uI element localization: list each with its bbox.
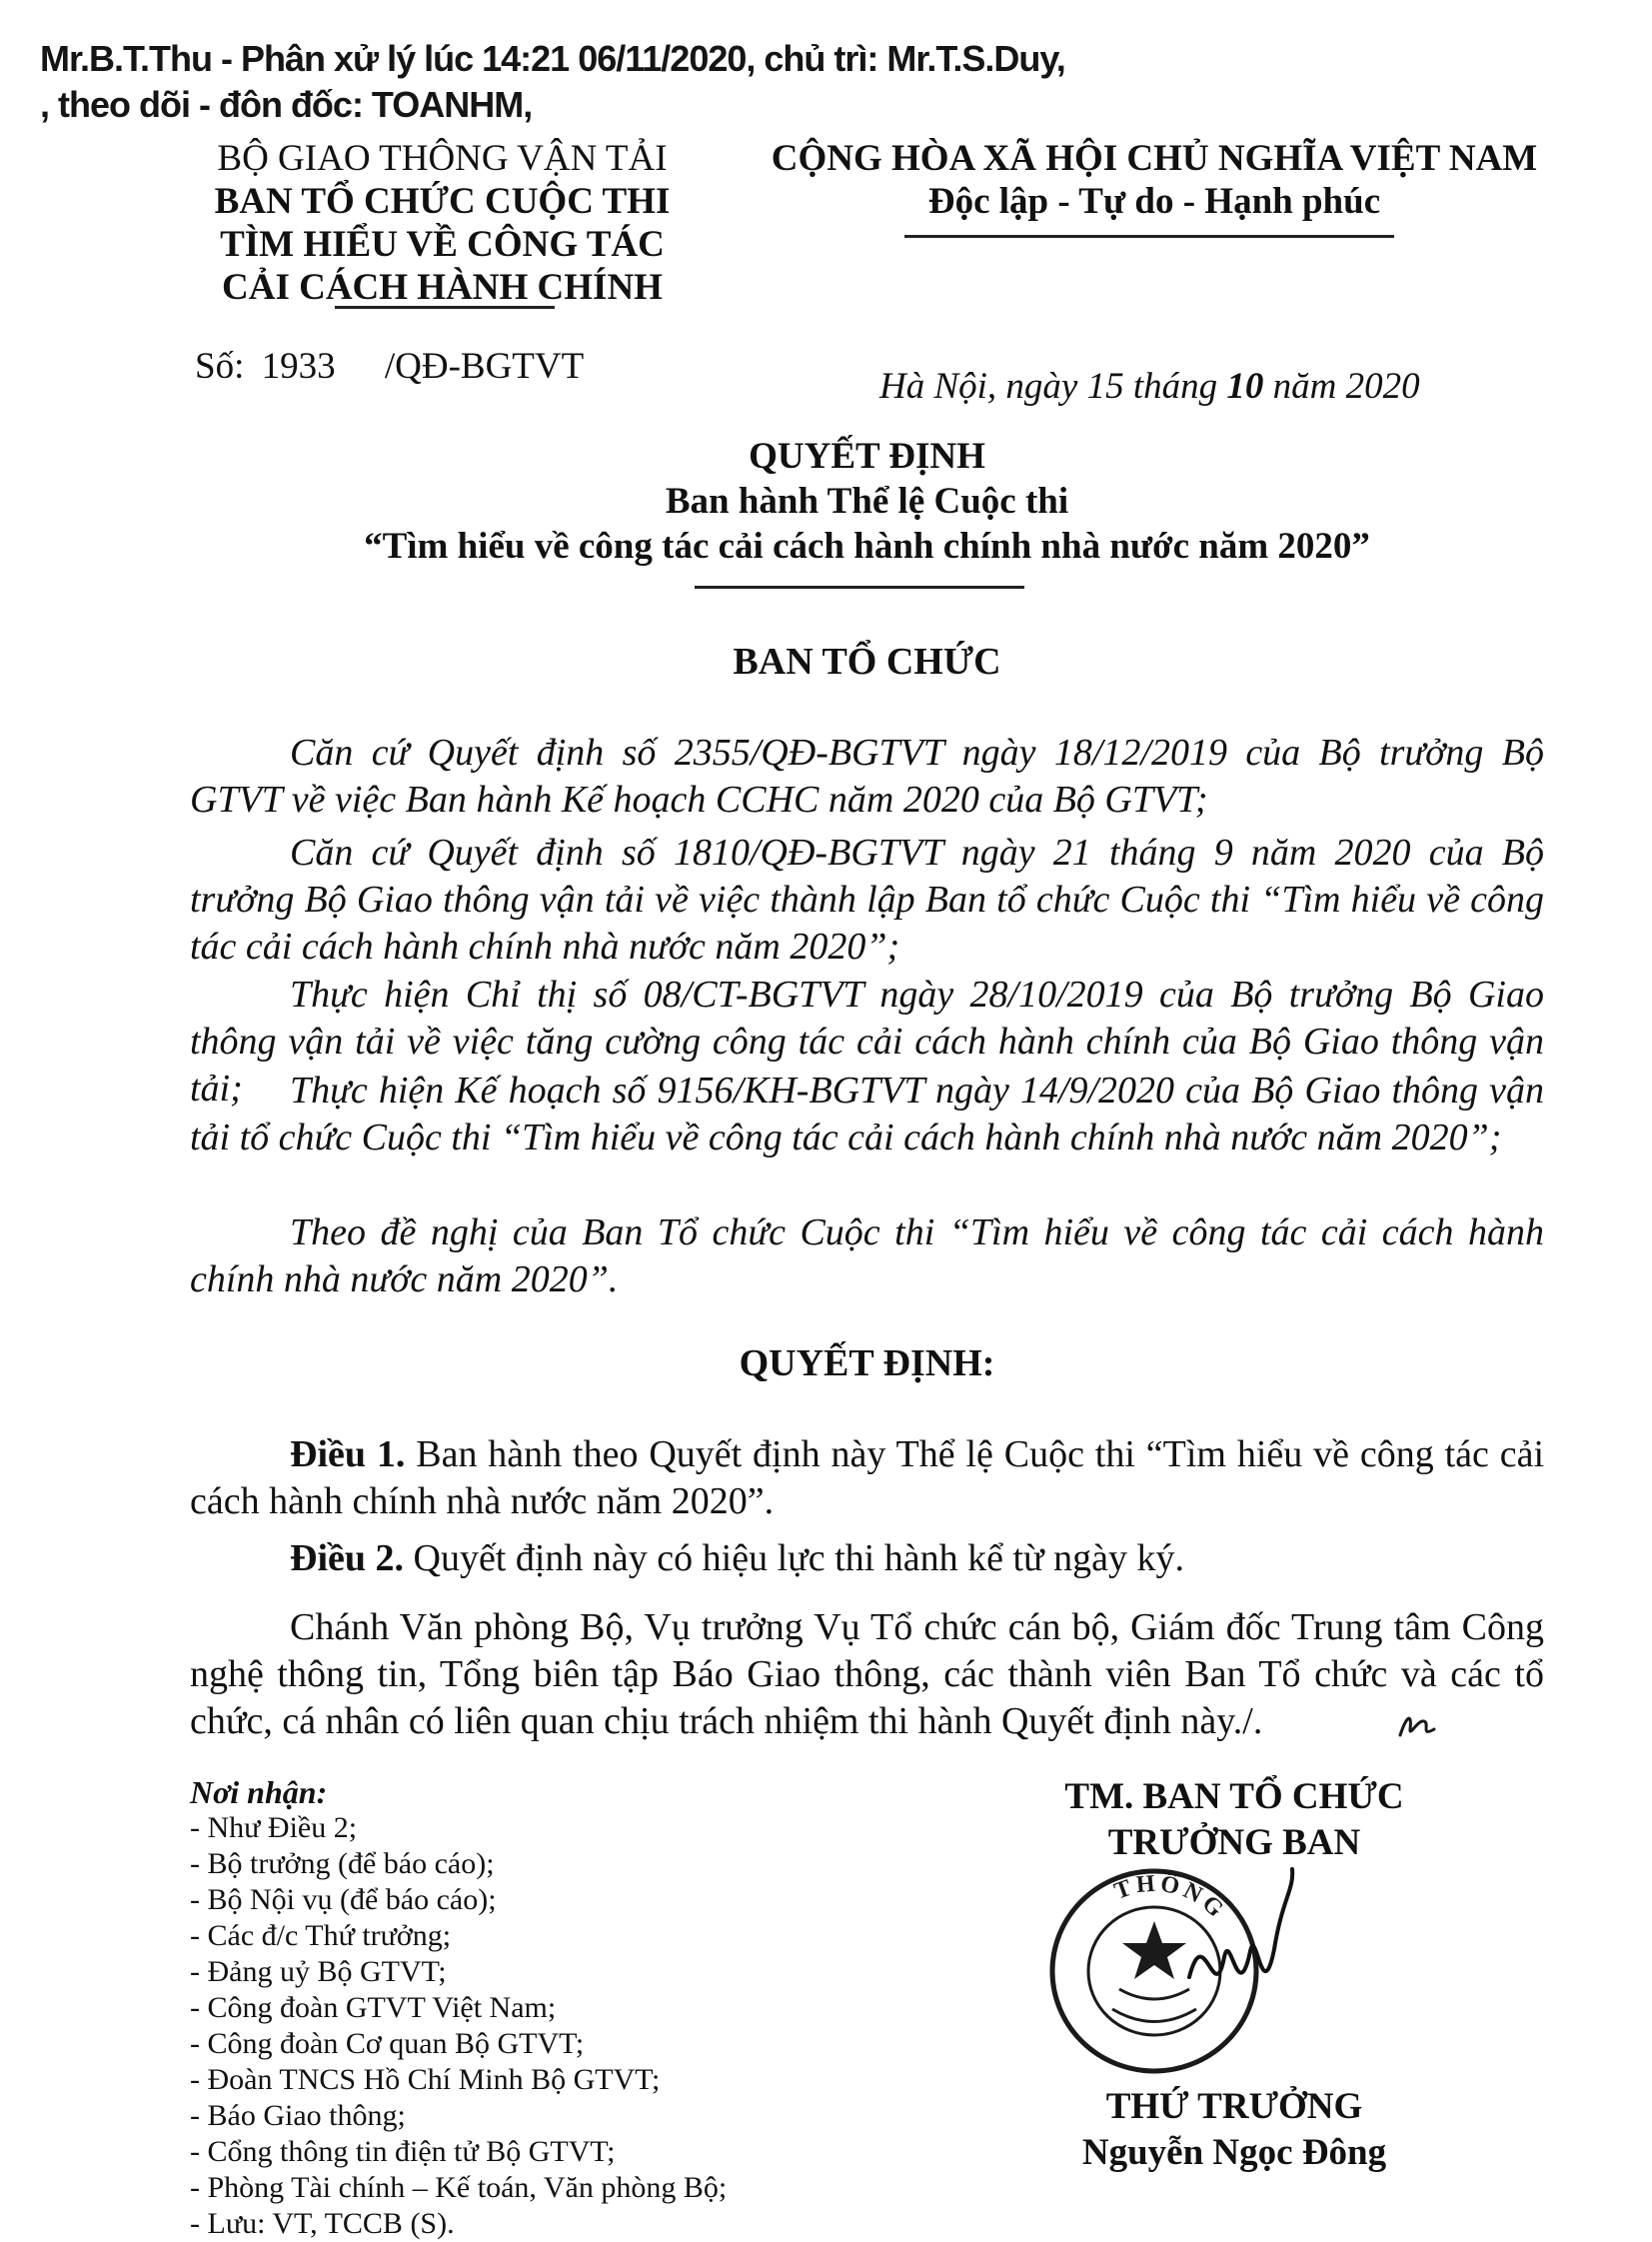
recipient-item: - Đoàn TNCS Hồ Chí Minh Bộ GTVT; (190, 2063, 661, 2096)
signer-info (999, 2084, 1469, 2176)
processing-stamp (40, 36, 1599, 128)
on-behalf-of: TM. BAN TỔ CHỨC (1064, 1776, 1404, 1817)
svg-text:THÔNG (1111, 1870, 1231, 1925)
official-seal (1024, 1859, 1324, 2079)
responsibility-clause: Chánh Văn phòng Bộ, Vụ trưởng Vụ Tổ chức cán bộ, Giám đốc Trung tâm Công nghệ thông tin, Tổng biên tập Báo Giao thông, các thành viên Ban Tổ chức và các tổ chức, cá nhân có liên quan chịu trách nhiệm thi hành Quyết định này./. (190, 1606, 1544, 1742)
signer-position: THỨ TRƯỞNG (1105, 2086, 1363, 2127)
date-suffix: năm 2020 (1272, 366, 1420, 407)
recipient-item: - Đảng uỷ Bộ GTVT; (190, 1955, 447, 1988)
decision-heading: QUYẾT ĐỊNH: (739, 1342, 995, 1384)
basis-2: Căn cứ Quyết định số 1810/QĐ-BGTVT ngày 21 tháng 9 năm 2020 của Bộ trưởng Bộ Giao thông vận tải về việc thành lập Ban tổ chức Cuộc thi “Tìm hiểu về công tác cải cách hành chính nhà nước năm 2020”; (190, 832, 1544, 968)
document-number (195, 345, 584, 388)
initial-mark (1394, 1707, 1442, 1747)
stamp-line-2: , theo dõi - đôn đốc: TOANHM, (40, 84, 533, 125)
title-divider (695, 586, 1024, 589)
article-1-text: Ban hành theo Quyết định này Thể lệ Cuộc thi “Tìm hiểu về công tác cải cách hành chính nhà nước năm 2020”. (190, 1433, 1545, 1522)
recipients-title: Nơi nhận: (190, 1774, 328, 1810)
recipient-item: - Công đoàn Cơ quan Bộ GTVT; (190, 2027, 585, 2060)
article-2 (190, 1535, 1544, 1582)
date-month: 10 (1226, 366, 1264, 407)
number-value: 1933 (261, 346, 336, 387)
issuer-heading: BAN TỔ CHỨC (733, 641, 1001, 683)
recipient-item: - Phòng Tài chính – Kế toán, Văn phòng Bộ; (190, 2171, 728, 2204)
recipient-item: - Bộ Nội vụ (để báo cáo); (190, 1883, 497, 1916)
signer-role: TRƯỞNG BAN (1107, 1822, 1361, 1863)
title-main: QUYẾT ĐỊNH (749, 436, 985, 477)
basis-5: Theo đề nghị của Ban Tổ chức Cuộc thi “Tìm hiểu về công tác cải cách hành chính nhà nước năm 2020”. (190, 1211, 1544, 1300)
org-name-line-1: BAN TỔ CHỨC CUỘC THI (214, 181, 671, 222)
signer-name: Nguyễn Ngọc Đông (1081, 2132, 1387, 2173)
right-header-divider (904, 235, 1394, 238)
country-name: CỘNG HÒA XÃ HỘI CHỦ NGHĨA VIỆT NAM (771, 138, 1538, 179)
left-header-divider (335, 306, 555, 309)
org-name-line-2: TÌM HIỂU VỀ CÔNG TÁC (220, 224, 665, 265)
stamp-line-1: Mr.B.T.Thu - Phân xử lý lúc 14:21 06/11/2020, chủ trì: Mr.T.S.Duy, (40, 38, 1065, 79)
article-1 (190, 1431, 1544, 1525)
article-2-text: Quyết định này có hiệu lực thi hành kể từ ngày ký. (404, 1537, 1184, 1579)
recipient-item: - Công đoàn GTVT Việt Nam; (190, 1991, 557, 2024)
recipient-item: - Các đ/c Thứ trưởng; (190, 1919, 452, 1952)
basis-4: Thực hiện Kế hoạch số 9156/KH-BGTVT ngày 14/9/2020 của Bộ Giao thông vận tải tổ chức Cuộc thi “Tìm hiểu về công tác cải cách hành chính nhà nước năm 2020”; (190, 1070, 1544, 1158)
seal-text: THÔNG (1110, 1870, 1231, 1925)
article-1-label: Điều 1. (290, 1433, 406, 1475)
number-label: Số: (195, 346, 245, 387)
issuing-agency (175, 137, 710, 309)
recipients-list (190, 1774, 909, 2242)
number-suffix: /QĐ-BGTVT (384, 346, 585, 387)
article-2-label: Điều 2. (290, 1537, 404, 1579)
title-sub-2: “Tìm hiểu về công tác cải cách hành chính nhà nước năm 2020” (364, 526, 1370, 567)
title-sub-1: Ban hành Thể lệ Cuộc thi (665, 481, 1069, 522)
signature-authority (999, 1774, 1469, 1866)
basis-3: Thực hiện Chỉ thị số 08/CT-BGTVT ngày 28/10/2019 của Bộ trưởng Bộ Giao thông vận tải về việc tăng cường công tác cải cách hành chính của Bộ Giao thông vận tải; (190, 974, 1544, 1110)
place-date (879, 365, 1420, 408)
recipient-item: - Báo Giao thông; (190, 2099, 406, 2132)
recipient-item: - Bộ trưởng (để báo cáo); (190, 1847, 495, 1880)
date-prefix: Hà Nội, ngày 15 tháng (879, 366, 1218, 407)
org-name-line-3: CẢI CÁCH HÀNH CHÍNH (222, 267, 663, 308)
national-heading (740, 137, 1569, 223)
recipient-item: - Cổng thông tin điện tử Bộ GTVT; (190, 2135, 616, 2168)
recipient-item: - Như Điều 2; (190, 1811, 358, 1844)
basis-1: Căn cứ Quyết định số 2355/QĐ-BGTVT ngày 18/12/2019 của Bộ trưởng Bộ GTVT về việc Ban hành Kế hoạch CCHC năm 2020 của Bộ GTVT; (190, 732, 1544, 821)
ministry-name: BỘ GIAO THÔNG VẬN TẢI (217, 138, 668, 179)
national-motto: Độc lập - Tự do - Hạnh phúc (927, 181, 1381, 222)
document-title (190, 434, 1544, 569)
recipient-item: - Lưu: VT, TCCB (S). (190, 2207, 455, 2240)
